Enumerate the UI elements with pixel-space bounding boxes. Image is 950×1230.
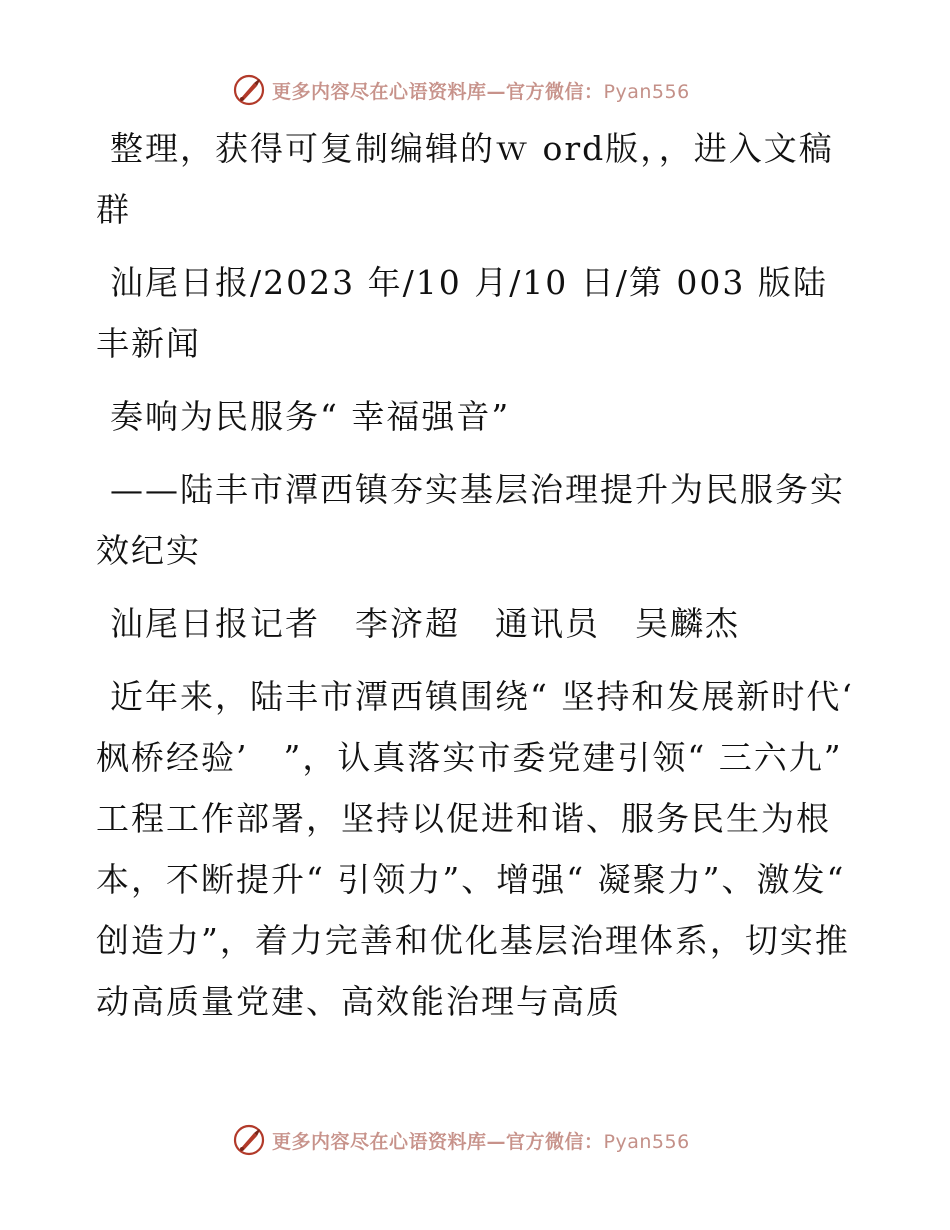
- article-byline: 汕尾日报记者 李济超 通讯员 吴麟杰: [110, 604, 740, 643]
- article-subtitle: ——陆丰市潭西镇夯实基层治理提升为民服务实效纪实: [96, 470, 845, 570]
- watermark-text: [272, 1127, 690, 1154]
- quill-pen-logo-icon: [232, 1123, 266, 1157]
- watermark-text: [272, 77, 690, 104]
- watermark-wechat-id: Pyan556: [603, 80, 690, 103]
- article-body-paragraph: 近年来，陆丰市潭西镇围绕“ 坚持和发展新时代‘ 枫桥经验’ ”，认真落实市委党建引领“ 三六九” 工程工作部署，坚持以促进和谐、服务民生为根本，不断提升“ 引领力”、增强“ 凝聚力”、激发“ 创造力”，着力完善和优化基层治理体系，切实推动高质量党建、高效能治理与高质: [96, 677, 854, 1021]
- article-title: 奏响为民服务“ 幸福强音”: [110, 397, 511, 436]
- watermark-wechat-id: Pyan556: [603, 1130, 690, 1153]
- document-body: [96, 118, 856, 1044]
- watermark-text-cn: 更多内容尽在心语资料库—官方微信：: [272, 80, 604, 103]
- paragraph-source: 汕尾日报/2023 年/10 月/10 日/第 003 版陆丰新闻: [96, 263, 828, 363]
- header-watermark: [232, 70, 752, 110]
- watermark-text-cn: 更多内容尽在心语资料库—官方微信：: [272, 1130, 604, 1153]
- footer-watermark: [232, 1120, 752, 1160]
- paragraph-intro: 整理，获得可复制编辑的ｗ ord版，，进入文稿群: [96, 129, 834, 229]
- quill-pen-logo-icon: [232, 73, 266, 107]
